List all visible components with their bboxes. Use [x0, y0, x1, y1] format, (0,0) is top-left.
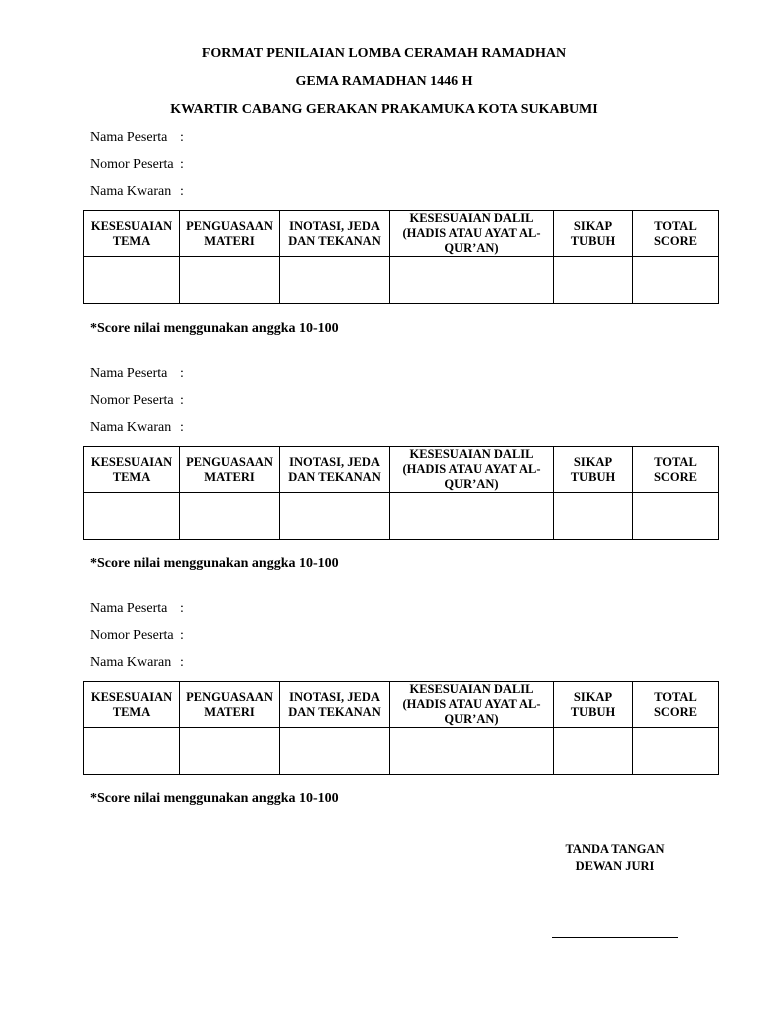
column-header-total: TOTAL SCORE	[633, 682, 719, 728]
score-note: *Score nilai menggunakan anggka 10-100	[90, 556, 339, 571]
column-header-dalil: KESESUAIAN DALIL (HADIS ATAU AYAT AL-QUR’AN)	[390, 211, 554, 257]
participant-name-field	[90, 130, 184, 146]
score-cell-sikap[interactable]	[554, 493, 633, 540]
kwaran-name-field	[90, 655, 184, 671]
column-header-dalil: KESESUAIAN DALIL (HADIS ATAU AYAT AL-QUR’AN)	[390, 447, 554, 493]
participant-number-field	[90, 157, 184, 173]
score-entry-row	[84, 493, 719, 540]
column-header-total: TOTAL SCORE	[633, 211, 719, 257]
score-cell-total[interactable]	[633, 493, 719, 540]
score-cell-tema[interactable]	[84, 257, 180, 304]
column-header-sikap: SIKAP TUBUH	[554, 211, 633, 257]
score-cell-sikap[interactable]	[554, 728, 633, 775]
score-cell-total[interactable]	[633, 728, 719, 775]
score-cell-tema[interactable]	[84, 728, 180, 775]
score-cell-tema[interactable]	[84, 493, 180, 540]
score-cell-materi[interactable]	[180, 728, 280, 775]
signature-line[interactable]	[552, 937, 678, 938]
organizer-name: KWARTIR CABANG GERAKAN PRAKAMUKA KOTA SUKABUMI	[170, 102, 598, 117]
column-header-materi: PENGUASAAN MATERI	[180, 211, 280, 257]
score-cell-materi[interactable]	[180, 493, 280, 540]
colon: :	[180, 420, 184, 435]
signature-role: DEWAN JURI	[575, 859, 655, 873]
score-cell-sikap[interactable]	[554, 257, 633, 304]
kwaran-name-field	[90, 184, 184, 200]
column-header-total: TOTAL SCORE	[633, 447, 719, 493]
score-cell-total[interactable]	[633, 257, 719, 304]
column-header-intonasi: INOTASI, JEDA DAN TEKANAN	[280, 682, 390, 728]
column-header-intonasi: INOTASI, JEDA DAN TEKANAN	[280, 211, 390, 257]
column-header-tema: KESESUAIAN TEMA	[84, 682, 180, 728]
colon: :	[180, 157, 184, 172]
participant-name-label: Nama Peserta	[90, 130, 168, 145]
signature-label: TANDA TANGAN	[565, 842, 665, 856]
kwaran-name-label: Nama Kwaran	[90, 184, 172, 199]
score-note: *Score nilai menggunakan anggka 10-100	[90, 321, 339, 336]
score-entry-row	[84, 257, 719, 304]
participant-number-field	[90, 628, 184, 644]
table-header-row	[84, 211, 719, 257]
score-cell-dalil[interactable]	[390, 728, 554, 775]
column-header-dalil: KESESUAIAN DALIL (HADIS ATAU AYAT AL-QUR’AN)	[390, 682, 554, 728]
table-header-row	[84, 682, 719, 728]
colon: :	[180, 184, 184, 199]
score-cell-dalil[interactable]	[390, 257, 554, 304]
participant-name-label: Nama Peserta	[90, 366, 168, 381]
score-cell-intonasi[interactable]	[280, 257, 390, 304]
participant-name-field	[90, 601, 184, 617]
column-header-sikap: SIKAP TUBUH	[554, 447, 633, 493]
colon: :	[180, 655, 184, 670]
score-cell-intonasi[interactable]	[280, 493, 390, 540]
column-header-tema: KESESUAIAN TEMA	[84, 211, 180, 257]
column-header-materi: PENGUASAAN MATERI	[180, 447, 280, 493]
score-cell-dalil[interactable]	[390, 493, 554, 540]
form-title: FORMAT PENILAIAN LOMBA CERAMAH RAMADHAN	[201, 46, 567, 61]
score-cell-intonasi[interactable]	[280, 728, 390, 775]
participant-name-field	[90, 366, 184, 382]
score-table-1	[83, 210, 719, 304]
participant-number-label: Nomor Peserta	[90, 393, 174, 408]
column-header-tema: KESESUAIAN TEMA	[84, 447, 180, 493]
score-table-3	[83, 681, 719, 775]
participant-number-field	[90, 393, 184, 409]
kwaran-name-label: Nama Kwaran	[90, 420, 172, 435]
score-cell-materi[interactable]	[180, 257, 280, 304]
kwaran-name-label: Nama Kwaran	[90, 655, 172, 670]
colon: :	[180, 366, 184, 381]
column-header-materi: PENGUASAAN MATERI	[180, 682, 280, 728]
column-header-intonasi: INOTASI, JEDA DAN TEKANAN	[280, 447, 390, 493]
participant-number-label: Nomor Peserta	[90, 157, 174, 172]
colon: :	[180, 601, 184, 616]
colon: :	[180, 130, 184, 145]
participant-name-label: Nama Peserta	[90, 601, 168, 616]
score-entry-row	[84, 728, 719, 775]
score-table-2	[83, 446, 719, 540]
table-header-row	[84, 447, 719, 493]
column-header-sikap: SIKAP TUBUH	[554, 682, 633, 728]
kwaran-name-field	[90, 420, 184, 436]
event-name: GEMA RAMADHAN 1446 H	[295, 74, 473, 89]
score-note: *Score nilai menggunakan anggka 10-100	[90, 791, 339, 806]
colon: :	[180, 628, 184, 643]
colon: :	[180, 393, 184, 408]
participant-number-label: Nomor Peserta	[90, 628, 174, 643]
